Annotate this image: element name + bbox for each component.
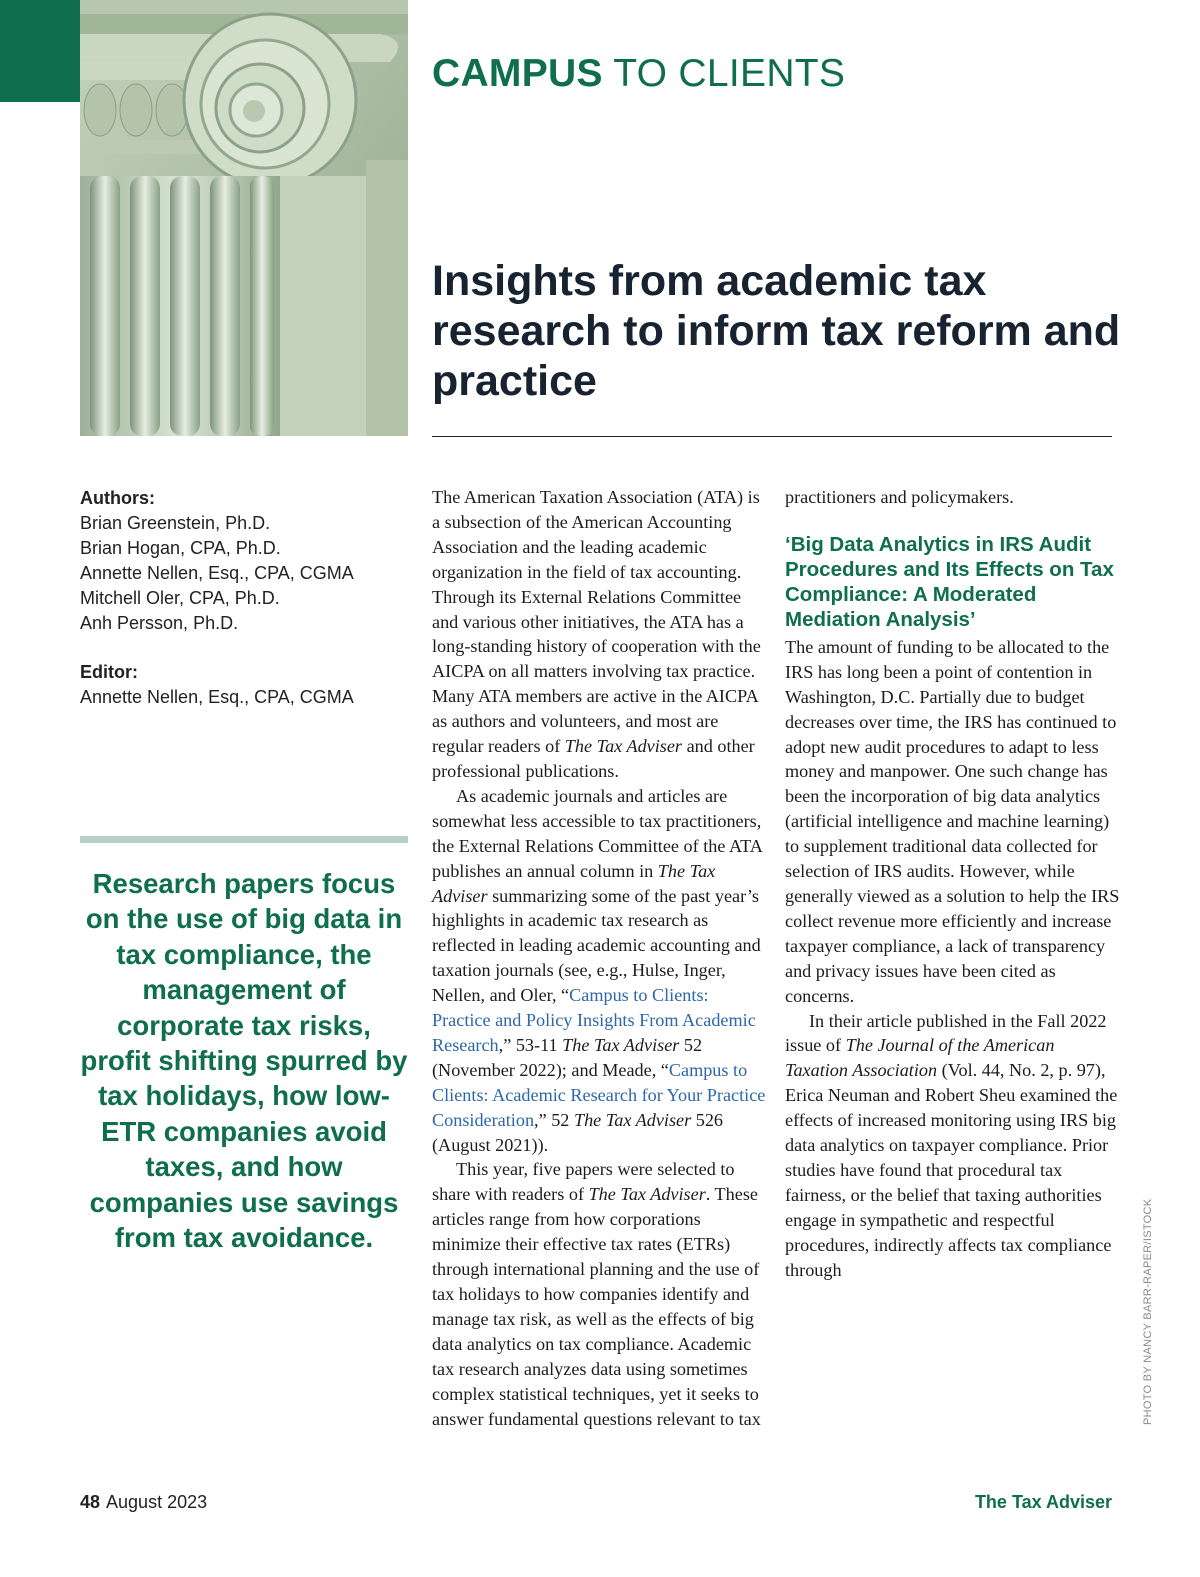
publication-name: The Tax Adviser — [974, 1492, 1112, 1512]
author-name: Annette Nellen, Esq., CPA, CGMA — [80, 563, 354, 583]
issue-date: August 2023 — [106, 1492, 208, 1512]
page-footer-left — [80, 1492, 207, 1513]
body-column-1 — [432, 485, 767, 1431]
pull-quote: Research papers focus on the use of big data in tax compliance, the management of corporate tax risks, profit shifting spurred by tax holidays, how low-ETR companies avoid taxes, and how companies use savings from tax avoidance. — [80, 868, 408, 1254]
article-link-academic-research[interactable]: Campus to Clients: Academic Research for Your Practice Consideration — [432, 1059, 766, 1130]
publication-title: The Tax Adviser — [588, 1184, 706, 1205]
section-subheading: ‘Big Data Analytics in IRS Audit Procedures and Its Effects on Tax Compliance: A Moderated Mediation Analysis’ — [785, 532, 1114, 631]
article-headline: Insights from academic tax research to inform tax reform and practice — [432, 257, 1121, 405]
publication-title: The Tax Adviser — [564, 736, 683, 757]
author-name: Brian Greenstein, Ph.D. — [80, 513, 271, 533]
body-paragraph: The amount of funding to be allocated to the IRS has long been a point of contention in Washington, D.C. Partially due to budget decreases over time, the IRS has continued to adopt new audit procedures to adapt to less money and manpower. One such change has been the incorporation of big data analytics (artificial intelligence and machine learning) to supplement traditional data collected for selection of IRS audits. However, while generally viewed as a solution to help the IRS collect revenue more efficiently and increase taxpayer compliance, a lack of transparency and privacy issues have been cited as concerns. — [785, 636, 1120, 1006]
section-label-rest: TO CLIENTS — [602, 52, 846, 95]
publication-title: The Journal of the American Taxation Association — [785, 1035, 1055, 1081]
article-link-practice-policy-insights[interactable]: Campus to Clients: Practice and Policy Insights From Academic Research — [432, 985, 756, 1055]
body-paragraph: In their article published in the Fall 2022 issue of The Journal of the American Taxation Association (Vol. 44, No. 2, p. 97), Erica Neuman and Robert Sheu examined the effects of increased monitoring using IRS big data analytics on taxpayer compliance. Prior studies have found that procedural tax fairness, or the belief that taxing authorities engage in sympathetic and respectful procedures, indirectly affects tax compliance through — [785, 1010, 1118, 1280]
body-paragraph-continued: practitioners and policymakers. — [785, 487, 1014, 507]
brand-color-block — [0, 0, 82, 102]
body-paragraph: As academic journals and articles are somewhat less accessible to tax practitioners, the External Relations Committee of the ATA publishes an annual column in The Tax Adviser summarizing some of the past year’s highlights in academic tax research as reflected in leading academic accounting and taxation journals (see, e.g., Hulse, Inger, Nellen, and Oler, “Campus to Clients: Practice and Policy Insights From Academic Research,” 53-11 The Tax Adviser 52 (November 2022); and Meade, “Campus to Clients: Academic Research for Your Practice Consideration,” 52 The Tax Adviser 526 (August 2021)). — [432, 785, 766, 1155]
column-2-continued — [785, 532, 1120, 1283]
author-name: Mitchell Oler, CPA, Ph.D. — [80, 588, 280, 608]
section-label-bold: CAMPUS — [432, 52, 603, 95]
ionic-column-photo — [80, 0, 408, 436]
body-column-2 — [785, 485, 1120, 1282]
author-name: Anh Persson, Ph.D. — [80, 613, 239, 633]
headline-divider — [432, 436, 1112, 437]
body-paragraph: This year, five papers were selected to share with readers of The Tax Adviser. These articles range from how corporations minimize their effective tax rates (ETRs) through international planning and the use of tax holidays to how companies identify and manage tax risk, as well as the effects of big data analytics on tax compliance. Academic tax research analyzes data using sometimes complex statistical techniques, yet it seeks to answer fundamental questions relevant to tax — [432, 1159, 761, 1429]
photo-credit: PHOTO BY NANCY BARR-RAPER/ISTOCK — [1142, 1198, 1154, 1425]
page-number: 48 — [80, 1492, 101, 1512]
editor-heading: Editor: — [80, 662, 138, 682]
publication-title: The Tax Adviser — [562, 1034, 680, 1055]
body-paragraph: The American Taxation Association (ATA) is a subsection of the American Accounting Association and the leading academic organization in the field of tax accounting. Through its External Relations Committee and various other initiatives, the ATA has a long-standing history of cooperation with the AICPA on all matters involving tax practice. Many ATA members are active in the AICPA as authors and volunteers, and most are regular readers of The Tax Adviser and other professional publications. — [432, 487, 761, 781]
section-label — [432, 52, 845, 96]
author-credits — [80, 486, 410, 710]
pull-quote-rule — [80, 836, 408, 843]
author-name: Brian Hogan, CPA, Ph.D. — [80, 538, 281, 558]
editor-name: Annette Nellen, Esq., CPA, CGMA — [80, 687, 354, 707]
publication-title: The Tax Adviser — [432, 860, 716, 906]
publication-title: The Tax Adviser — [573, 1109, 692, 1130]
authors-heading: Authors: — [80, 488, 155, 508]
